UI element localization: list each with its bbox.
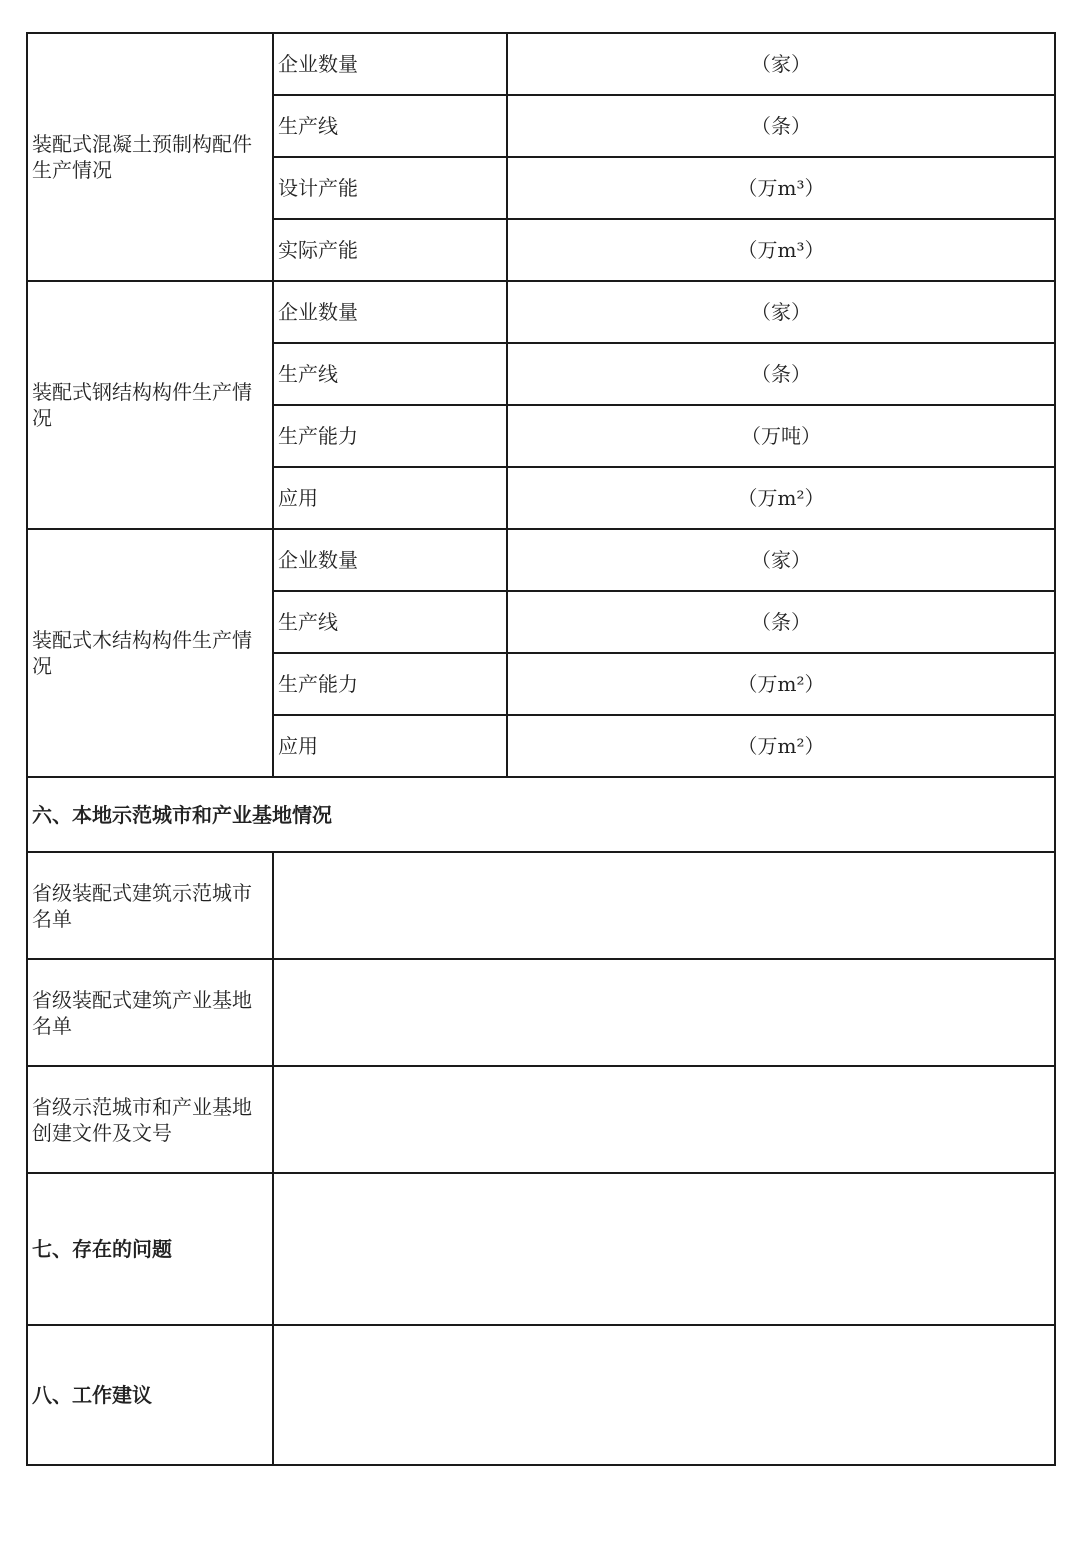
demo-city-list-field[interactable] <box>273 852 1055 959</box>
item-label: 实际产能 <box>273 219 507 281</box>
item-label: 应用 <box>273 715 507 777</box>
unit-cell[interactable]: （家） <box>507 529 1055 591</box>
item-label: 企业数量 <box>273 281 507 343</box>
item-label: 生产能力 <box>273 405 507 467</box>
unit-cell[interactable]: （条） <box>507 591 1055 653</box>
unit-cell[interactable]: （万吨） <box>507 405 1055 467</box>
unit-cell[interactable]: （条） <box>507 343 1055 405</box>
section-header-row <box>27 777 1055 852</box>
group-label-precast-concrete: 装配式混凝土预制构配件生产情况 <box>27 33 273 281</box>
unit-cell[interactable]: （万m²） <box>507 467 1055 529</box>
table-row <box>27 1066 1055 1173</box>
unit-cell[interactable]: （万m³） <box>507 219 1055 281</box>
group-label-steel-structure: 装配式钢结构构件生产情况 <box>27 281 273 529</box>
unit-cell[interactable]: （家） <box>507 33 1055 95</box>
table-row <box>27 33 1055 95</box>
unit-cell[interactable]: （万m²） <box>507 653 1055 715</box>
section-8-title: 八、工作建议 <box>27 1325 273 1465</box>
unit-cell[interactable]: （万m³） <box>507 157 1055 219</box>
creation-document-label: 省级示范城市和产业基地创建文件及文号 <box>27 1066 273 1173</box>
item-label: 生产线 <box>273 343 507 405</box>
creation-document-field[interactable] <box>273 1066 1055 1173</box>
table-row <box>27 852 1055 959</box>
item-label: 应用 <box>273 467 507 529</box>
industry-base-list-field[interactable] <box>273 959 1055 1066</box>
table-row <box>27 1173 1055 1325</box>
group-label-timber-structure: 装配式木结构构件生产情况 <box>27 529 273 777</box>
unit-cell[interactable]: （万m²） <box>507 715 1055 777</box>
unit-cell[interactable]: （家） <box>507 281 1055 343</box>
demo-city-list-label: 省级装配式建筑示范城市名单 <box>27 852 273 959</box>
table-row <box>27 959 1055 1066</box>
item-label: 生产能力 <box>273 653 507 715</box>
section-6-title: 六、本地示范城市和产业基地情况 <box>27 777 1055 852</box>
table-row <box>27 281 1055 343</box>
work-suggestions-field[interactable] <box>273 1325 1055 1465</box>
item-label: 生产线 <box>273 95 507 157</box>
industry-base-list-label: 省级装配式建筑产业基地名单 <box>27 959 273 1066</box>
table-row <box>27 1325 1055 1465</box>
item-label: 企业数量 <box>273 33 507 95</box>
existing-problems-field[interactable] <box>273 1173 1055 1325</box>
item-label: 生产线 <box>273 591 507 653</box>
item-label: 企业数量 <box>273 529 507 591</box>
report-form-table <box>26 32 1056 1466</box>
table-row <box>27 529 1055 591</box>
unit-cell[interactable]: （条） <box>507 95 1055 157</box>
item-label: 设计产能 <box>273 157 507 219</box>
section-7-title: 七、存在的问题 <box>27 1173 273 1325</box>
